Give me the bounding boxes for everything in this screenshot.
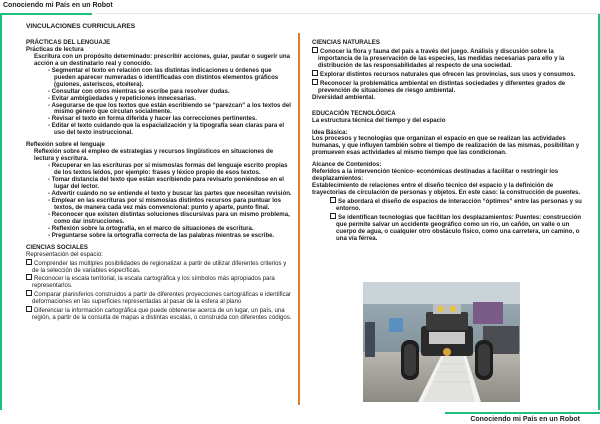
naturales-tail: Diversidad ambiental. bbox=[312, 93, 375, 101]
list-item: - Advertir cuándo no se entiende el texto y buscar las partes que necesitan revisión. bbox=[26, 191, 294, 198]
checkbox-icon bbox=[26, 259, 32, 265]
doc-title: VINCULACIONES CURRICULARES bbox=[26, 23, 136, 30]
checklist-item: Reconocer la problemática ambiental en distintas sociedades y diferentes grados de prevención de situaciones de riesgo ambiental. bbox=[312, 79, 582, 95]
checkbox-icon bbox=[330, 197, 336, 203]
checkbox-icon bbox=[330, 213, 336, 219]
header-accent-line bbox=[0, 13, 92, 15]
checkbox-icon bbox=[26, 306, 32, 312]
tecnologica-subheading: La estructura técnica del tiempo y del espacio bbox=[312, 116, 446, 124]
sociales-subheading: Representación del espacio: bbox=[26, 250, 103, 258]
checkbox-icon bbox=[312, 70, 318, 76]
tecnologica-list bbox=[312, 197, 582, 243]
checkbox-icon bbox=[26, 290, 32, 296]
list-item: - Revisar el texto en forma diferida y hacer las correcciones pertinentes. bbox=[26, 116, 294, 123]
footer-title: Conociendo mi País en un Robot bbox=[470, 416, 580, 423]
robot-bridge-photo bbox=[363, 282, 520, 402]
checklist-item: Comprender las múltiples posibilidades de regionalizar a partir de utilizar diferentes criterios y de la selección de variables específicas. bbox=[26, 259, 294, 275]
lenguaje-subheading: Prácticas de lectura bbox=[26, 45, 84, 53]
list-item: - Emplear en las escrituras por sí mismos/as distintos recursos para puntuar los textos, de manera cada vez más convencional: punto y aparte, punto final. bbox=[26, 198, 294, 212]
list-item: - Editar el texto cuidando que la espacialización y la tipografía sean claras para el uso del texto instruccional. bbox=[26, 123, 294, 137]
alcance-text: Referidos a la intervención técnico- económicas destinadas a facilitar o restringir los desplazamientos: bbox=[312, 168, 559, 183]
list-item: - Consultar con otros mientras se escribe para resolver dudas. bbox=[26, 89, 294, 96]
alcance-text-2: Establecimiento de relaciones entre el diseño técnico del espacio y la definición de trayectorias de circulación de personas y objetos. En este caso: la construcción de puentes. bbox=[312, 182, 581, 197]
alcance-label: Alcance de Contenidos: bbox=[312, 161, 382, 169]
header-title: Conociendo mi País en un Robot bbox=[3, 2, 113, 9]
page-header bbox=[0, 0, 600, 14]
checklist-item: Explorar distintos recursos naturales que ofrecen las provincias, sus usos y consumos. bbox=[312, 70, 582, 79]
footer-accent-line bbox=[445, 412, 600, 414]
header-rule bbox=[96, 13, 600, 14]
tecnologica-heading: EDUCACIÓN TECNOLÓGICA bbox=[312, 109, 396, 117]
robot-bridge-illustration bbox=[363, 282, 520, 402]
list-item: - Reflexión sobre la ortografía, en el marco de situaciones de escritura. bbox=[26, 226, 294, 233]
list-item: - Evitar ambigüedades y repeticiones innecesarias. bbox=[26, 96, 294, 103]
checklist-item: Reconocer la escala territorial, la escala cartográfica y los símbolos más apropiados para representarlos. bbox=[26, 274, 294, 290]
reflexion-heading: Reflexión sobre el lenguaje bbox=[26, 141, 105, 149]
idea-text: Los procesos y tecnologías que organizan el espacio en que se realizan las actividades humanas, y que influyen también sobre el tiempo de realización de las mismas, posibilitan y promueven esas actividades al mismo tiempo que las condicionan. bbox=[312, 135, 580, 157]
list-item: - Segmentar el texto en relación con las distintas indicaciones u órdenes que pueden aparecer numeradas o identificadas con distintos elementos gráficos (guiones, asteriscos, etcétera). bbox=[26, 68, 294, 89]
checkbox-icon bbox=[312, 47, 318, 53]
list-item: - Reconocer que existen distintas soluciones discursivas para un mismo problema, como dar instrucciones. bbox=[26, 212, 294, 226]
checklist-item: Se abordará el diseño de espacios de interacción “óptimos” entre las personas y su entorno. bbox=[312, 197, 582, 213]
lenguaje-list-1 bbox=[26, 68, 294, 138]
list-item: - Preguntarse sobre la ortografía correcta de las palabras mientras se escribe. bbox=[26, 233, 294, 240]
right-column bbox=[312, 40, 582, 243]
column-divider bbox=[298, 33, 300, 405]
sociales-heading: CIENCIAS SOCIALES bbox=[26, 243, 88, 251]
naturales-list bbox=[312, 47, 582, 95]
list-item: - Recuperar en las escrituras por sí mismos/as formas del lenguaje escrito propias de los textos leídos, por ejemplo: frases y léxico propio de esos textos. bbox=[26, 163, 294, 177]
list-item: - Tomar distancia del texto que están escribiendo para revisarlo poniéndose en el lugar del lector. bbox=[26, 177, 294, 191]
left-column bbox=[26, 24, 294, 322]
checkbox-icon bbox=[26, 274, 32, 280]
lenguaje-list-2 bbox=[26, 163, 294, 239]
list-item: - Asegurarse de que los textos que están escribiendo se “parezcan” a los textos del mismo género que circulan socialmente. bbox=[26, 103, 294, 117]
sociales-list bbox=[26, 259, 294, 323]
lenguaje-heading: PRÁCTICAS DEL LENGUAJE bbox=[26, 38, 111, 46]
checklist-item: Se identifican tecnologías que facilitan los desplazamientos: Puentes: construcción que permite salvar un accidente geográfico como un río, un cañón, un valle o un cuerpo de agua, o cualquier otro obstáculo físico, como una carretera, un camino, o una vía férrea. bbox=[312, 213, 582, 243]
checklist-item: Conocer la flora y fauna del país a través del juego. Análisis y discusión sobre la importancia de la preservación de las especies, las medidas necesarias para ello y la distribución de las responsabilidades al respecto de una sociedad. bbox=[312, 47, 582, 70]
checklist-item: Diferenciar la información cartográfica que puede obtenerse acerca de un lugar, un país, una región, a partir de la consulta de mapas a distintas escalas, o construida con diferentes códigos. bbox=[26, 306, 294, 322]
naturales-heading: CIENCIAS NATURALES bbox=[312, 39, 380, 46]
checklist-item: Comparar planisferios construidos a partir de diferentes proyecciones cartográficas e identificar deformaciones en las superficies representadas al pasar de la esfera al plano bbox=[26, 290, 294, 306]
checkbox-icon bbox=[312, 79, 318, 85]
lenguaje-intro: Escritura con un propósito determinado: prescribir acciones, guiar, pautar o sugerir una acción a un destinatario real y conocido. bbox=[34, 52, 290, 67]
reflexion-intro: Reflexión sobre el empleo de estrategias y recursos lingüísticos en situaciones de lectura y escritura. bbox=[34, 148, 274, 163]
left-border bbox=[0, 14, 2, 410]
idea-label: Idea Básica: bbox=[312, 128, 348, 136]
